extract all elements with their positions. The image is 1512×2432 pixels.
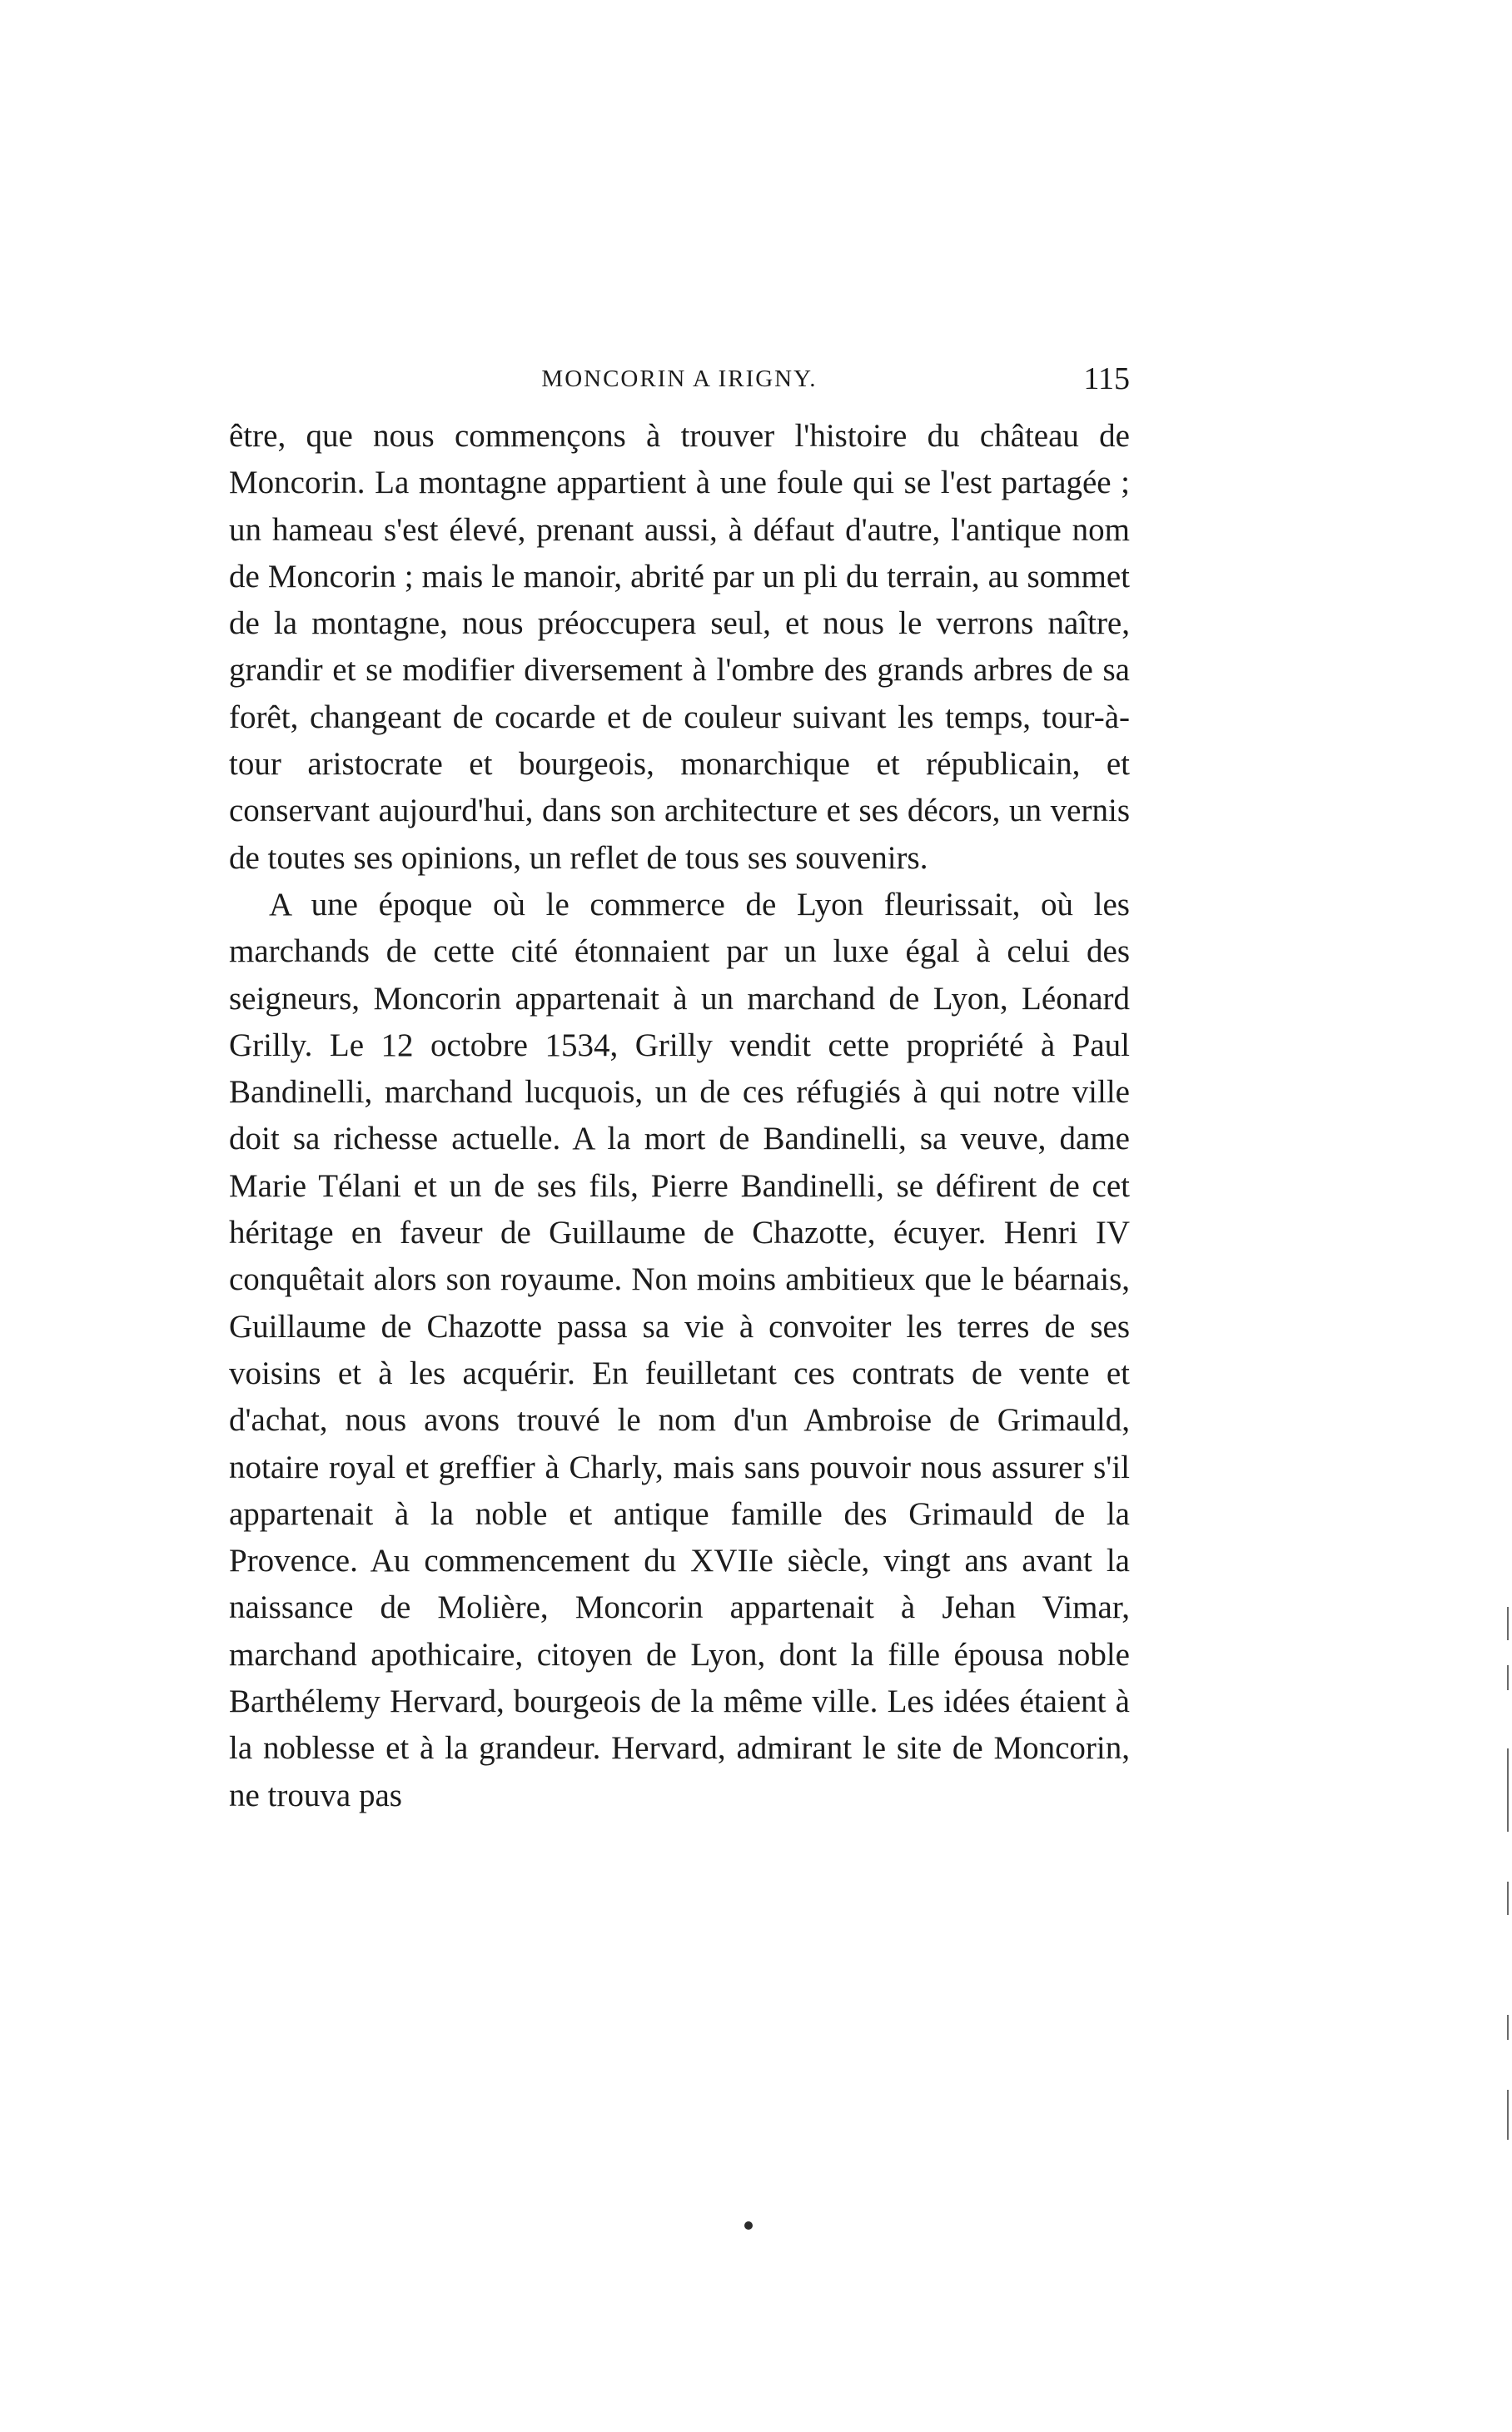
margin-mark	[1507, 1882, 1509, 1915]
margin-mark	[1507, 1748, 1509, 1832]
ink-speck	[744, 2221, 753, 2230]
margin-mark	[1507, 1607, 1509, 1640]
page-number: 115	[1083, 361, 1130, 396]
margin-mark	[1507, 1665, 1509, 1690]
running-head	[229, 358, 1130, 400]
paragraph-1: être, que nous commençons à trouver l'histoire du château de Moncorin. La montagne appartient à une foule qui se l'est partagée ; un hameau s'est élevé, prenant aussi, à défaut d'autre, l'antique nom de Moncorin ; mais le manoir, abrité par un pli du terrain, au sommet de la montagne, nous préoccupera seul, et nous le verrons naître, grandir et se modifier diversement à l'ombre des grands arbres de sa forêt, changeant de cocarde et de couleur suivant les temps, tour-à-tour aristocrate et bourgeois, monarchique et républicain, et conservant aujourd'hui, dans son architecture et ses décors, un vernis de toutes ses opinions, un reflet de tous ses souvenirs.	[229, 418, 1130, 876]
margin-mark	[1507, 2015, 1509, 2040]
paragraph-2: A une époque où le commerce de Lyon fleurissait, où les marchands de cette cité étonnaient par un luxe égal à celui des seigneurs, Moncorin appartenait à un marchand de Lyon, Léonard Grilly. Le 12 octobre 1534, Grilly vendit cette propriété à Paul Bandinelli, marchand lucquois, un de ces réfugiés à qui notre ville doit sa richesse actuelle. A la mort de Bandinelli, sa veuve, dame Marie Télani et un de ses fils, Pierre Bandinelli, se défirent de cet héritage en faveur de Guillaume de Chazotte, écuyer. Henri IV conquêtait alors son royaume. Non moins ambitieux que le béarnais, Guillaume de Chazotte passa sa vie à convoiter les terres de ses voisins et à les acquérir. En feuilletant ces contrats de vente et d'achat, nous avons trouvé le nom d'un Ambroise de Grimauld, notaire royal et greffier à Charly, mais sans pouvoir nous assurer s'il appartenait à la noble et antique famille des Grimauld de la Provence. Au commencement du XVIIe siècle, vingt ans avant la naissance de Molière, Moncorin appartenait à Jehan Vimar, marchand apothicaire, citoyen de Lyon, dont la fille épousa noble Barthélemy Hervard, bourgeois de la même ville. Les idées étaient à la noblesse et à la grandeur. Hervard, admirant le site de Moncorin, ne trouva pas	[229, 886, 1130, 1813]
body-text	[229, 413, 1130, 1819]
margin-mark	[1507, 2090, 1509, 2140]
running-title: MONCORIN A IRIGNY.	[541, 366, 818, 392]
